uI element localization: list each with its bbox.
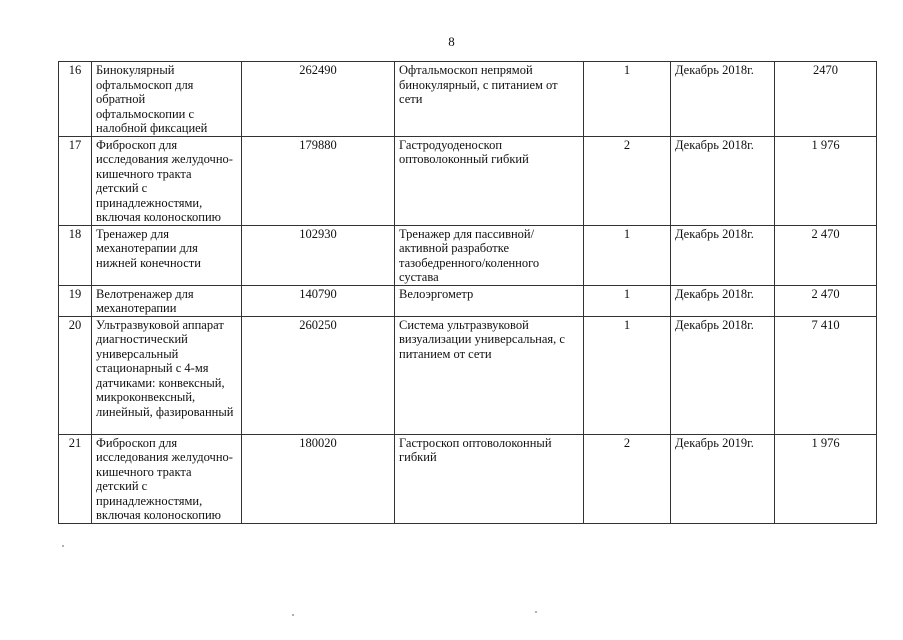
scan-artifact bbox=[535, 611, 537, 613]
delivery-date: Декабрь 2018г. bbox=[671, 225, 775, 285]
equipment-quantity: 1 bbox=[584, 316, 671, 434]
equipment-code: 262490 bbox=[242, 62, 395, 137]
delivery-date: Декабрь 2018г. bbox=[671, 62, 775, 137]
equipment-description: Тренажер для пассивной/активной разработке тазобедренного/коленного сустава bbox=[395, 225, 584, 285]
row-number: 16 bbox=[59, 62, 92, 137]
equipment-table bbox=[58, 61, 877, 524]
equipment-price: 2470 bbox=[775, 62, 877, 137]
equipment-quantity: 1 bbox=[584, 285, 671, 316]
scan-artifact bbox=[292, 614, 294, 616]
equipment-name: Бинокулярный офтальмоскоп для обратной офтальмоскопии с налобной фиксацией bbox=[92, 62, 242, 137]
equipment-price: 2 470 bbox=[775, 225, 877, 285]
equipment-description: Гастроскоп оптоволоконный гибкий bbox=[395, 434, 584, 523]
table-row bbox=[59, 434, 877, 523]
delivery-date: Декабрь 2018г. bbox=[671, 316, 775, 434]
equipment-name: Велотренажер для механотерапии bbox=[92, 285, 242, 316]
equipment-quantity: 2 bbox=[584, 434, 671, 523]
equipment-code: 260250 bbox=[242, 316, 395, 434]
equipment-description: Гастродуоденоскоп оптоволоконный гибкий bbox=[395, 136, 584, 225]
row-number: 17 bbox=[59, 136, 92, 225]
page-number: 8 bbox=[448, 34, 455, 49]
equipment-description: Офтальмоскоп непрямой бинокулярный, с питанием от сети bbox=[395, 62, 584, 137]
equipment-quantity: 1 bbox=[584, 62, 671, 137]
scan-artifact bbox=[62, 545, 64, 547]
table-row bbox=[59, 225, 877, 285]
table-row bbox=[59, 62, 877, 137]
delivery-date: Декабрь 2018г. bbox=[671, 136, 775, 225]
delivery-date: Декабрь 2019г. bbox=[671, 434, 775, 523]
equipment-name: Фиброскоп для исследования желудочно-кишечного тракта детский с принадлежностями, включая колоноскопию bbox=[92, 136, 242, 225]
table-row bbox=[59, 316, 877, 434]
row-number: 20 bbox=[59, 316, 92, 434]
equipment-name: Фиброскоп для исследования желудочно-кишечного тракта детский с принадлежностями, включая колоноскопию bbox=[92, 434, 242, 523]
equipment-name: Тренажер для механотерапии для нижней конечности bbox=[92, 225, 242, 285]
equipment-price: 1 976 bbox=[775, 434, 877, 523]
row-number: 19 bbox=[59, 285, 92, 316]
equipment-code: 102930 bbox=[242, 225, 395, 285]
equipment-quantity: 2 bbox=[584, 136, 671, 225]
equipment-name: Ультразвуковой аппарат диагностический универсальный стационарный с 4-мя датчиками: конвексный, микроконвексный, линейный, фазированный bbox=[92, 316, 242, 434]
row-number: 21 bbox=[59, 434, 92, 523]
equipment-code: 180020 bbox=[242, 434, 395, 523]
equipment-quantity: 1 bbox=[584, 225, 671, 285]
equipment-price: 7 410 bbox=[775, 316, 877, 434]
equipment-price: 1 976 bbox=[775, 136, 877, 225]
table-row bbox=[59, 136, 877, 225]
row-number: 18 bbox=[59, 225, 92, 285]
equipment-price: 2 470 bbox=[775, 285, 877, 316]
equipment-description: Система ультразвуковой визуализации универсальная, с питанием от сети bbox=[395, 316, 584, 434]
equipment-code: 179880 bbox=[242, 136, 395, 225]
equipment-code: 140790 bbox=[242, 285, 395, 316]
table-row bbox=[59, 285, 877, 316]
delivery-date: Декабрь 2018г. bbox=[671, 285, 775, 316]
equipment-description: Велоэргометр bbox=[395, 285, 584, 316]
